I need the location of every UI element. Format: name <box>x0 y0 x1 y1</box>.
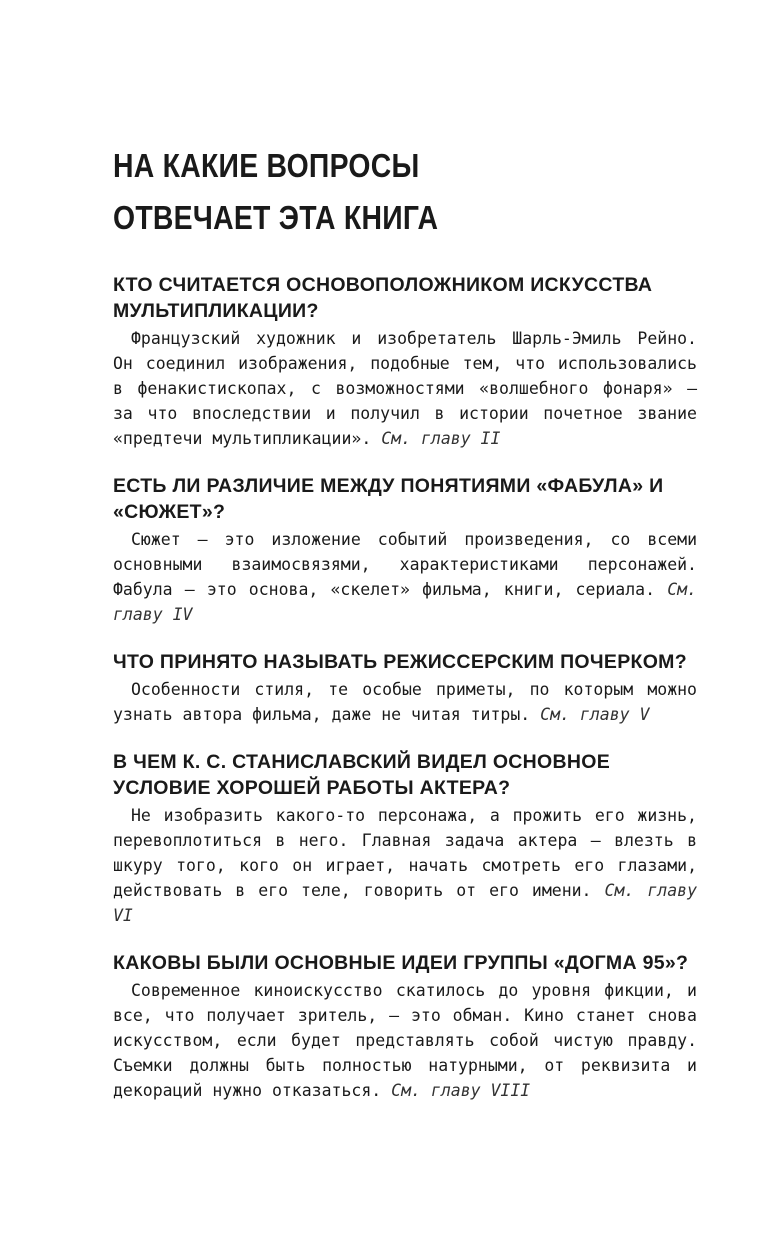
qa-item <box>113 649 697 727</box>
answer-text <box>113 978 697 1103</box>
title-line-2: ОТВЕЧАЕТ ЭТА КНИГА <box>113 199 439 236</box>
question-heading: ЧТО ПРИНЯТО НАЗЫВАТЬ РЕЖИССЕРСКИМ ПОЧЕРКОМ? <box>113 651 687 673</box>
answer-text <box>113 326 697 451</box>
answer-body: Сюжет — это изложение событий произведения, со всеми основными взаимосвязями, характеристиками персонажей. Фабула — это основа, «скелет» фильма, книги, сериала. <box>113 530 697 599</box>
answer-body: Французский художник и изобретатель Шарль-Эмиль Рейно. Он соединил изображения, подобные тем, что использовались в фенакистископах, с возможностями «волшебного фонаря» — за что впоследствии и получил в истории почетное звание «предтечи мультипликации». <box>113 329 697 448</box>
chapter-reference: См. главу IV <box>113 580 697 624</box>
chapter-reference: См. главу V <box>540 705 650 724</box>
question-heading: КТО СЧИТАЕТСЯ ОСНОВОПОЛОЖНИКОМ ИСКУССТВА МУЛЬТИПЛИКАЦИИ? <box>113 274 653 322</box>
qa-item <box>113 749 697 928</box>
qa-item <box>113 950 697 1103</box>
title-line-1: НА КАКИЕ ВОПРОСЫ <box>113 147 420 184</box>
answer-text <box>113 527 697 627</box>
answer-body: Современное киноискусство скатилось до уровня фикции, и все, что получает зритель, — это обман. Кино станет снова искусством, если будет представлять собой чистую правду. Съемки должны быть полностью натурными, от реквизита и декораций нужно отказаться. <box>113 981 697 1100</box>
chapter-reference: См. главу VI <box>113 881 697 925</box>
book-page <box>113 140 697 1125</box>
chapter-reference: См. главу VIII <box>391 1081 531 1100</box>
question-heading: КАКОВЫ БЫЛИ ОСНОВНЫЕ ИДЕИ ГРУППЫ «ДОГМА 95»? <box>113 952 689 974</box>
qa-item <box>113 272 697 451</box>
answer-body: Не изобразить какого-то персонажа, а прожить его жизнь, перевоплотиться в него. Главная задача актера — влезть в шкуру того, кого он играет, начать смотреть его глазами, действовать в его теле, говорить от его имени. <box>113 806 697 900</box>
page-title <box>113 140 615 244</box>
answer-text <box>113 803 697 928</box>
question-heading: В ЧЕМ К. С. СТАНИСЛАВСКИЙ ВИДЕЛ ОСНОВНОЕ УСЛОВИЕ ХОРОШЕЙ РАБОТЫ АКТЕРА? <box>113 751 611 799</box>
answer-text <box>113 677 697 727</box>
answer-body: Особенности стиля, те особые приметы, по которым можно узнать автора фильма, даже не читая титры. <box>113 680 697 724</box>
chapter-reference: См. главу II <box>381 429 501 448</box>
qa-item <box>113 473 697 627</box>
question-heading: ЕСТЬ ЛИ РАЗЛИЧИЕ МЕЖДУ ПОНЯТИЯМИ «ФАБУЛА» И «СЮЖЕТ»? <box>113 475 664 523</box>
